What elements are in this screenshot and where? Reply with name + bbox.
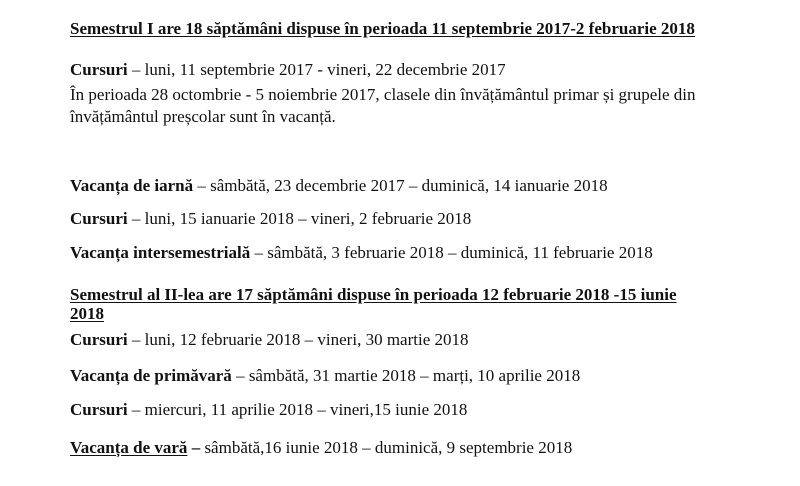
winter-holiday-dates: – sâmbătă, 23 decembrie 2017 – duminică, 14 ianuarie 2018 (193, 176, 608, 195)
sem2-classes-2-label: Cursuri (70, 400, 128, 419)
spring-holiday-label: Vacanța de primăvară (70, 366, 232, 385)
winter-holiday (70, 175, 608, 197)
sem2-classes-1-dates: – luni, 12 februarie 2018 – vineri, 30 martie 2018 (127, 330, 469, 349)
sem1-classes-1-dates: – luni, 11 septembrie 2017 - vineri, 22 decembrie 2017 (127, 60, 506, 79)
summer-holiday (70, 437, 572, 459)
spring-holiday-dates: – sâmbătă, 31 martie 2018 – marți, 10 aprilie 2018 (231, 366, 581, 385)
sem2-classes-2-dates: – miercuri, 11 aprilie 2018 – vineri,15 iunie 2018 (127, 400, 468, 419)
semester-1-heading: Semestrul I are 18 săptămâni dispuse în perioada 11 septembrie 2017-2 februarie 2018 (70, 19, 695, 38)
intersemester-holiday (70, 242, 653, 264)
sem1-classes-2-dates: – luni, 15 ianuarie 2018 – vineri, 2 februarie 2018 (127, 209, 472, 228)
sem1-holiday-note-line-1: În perioada 28 octombrie - 5 noiembrie 2017, clasele din învățământul primar și grupele din (70, 85, 696, 104)
semester-2-heading-line-1: Semestrul al II-lea are 17 săptămâni dispuse în perioada 12 februarie 2018 -15 iunie (70, 285, 677, 304)
semester-2-heading-line-2: 2018 (70, 304, 104, 323)
sem1-classes-2-label: Cursuri (70, 209, 128, 228)
winter-holiday-label: Vacanța de iarnă (70, 176, 194, 195)
summer-holiday-label: Vacanța de vară (70, 438, 188, 457)
sem1-classes-period-2 (70, 208, 471, 230)
intersemester-holiday-dates: – sâmbătă, 3 februarie 2018 – duminică, 11 februarie 2018 (250, 243, 653, 262)
sem1-holiday-note-line-2: învățământul preșcolar sunt în vacanță. (70, 107, 336, 126)
sem2-classes-period-2 (70, 399, 467, 421)
summer-holiday-dash: – (187, 438, 201, 457)
sem2-classes-1-label: Cursuri (70, 330, 128, 349)
spring-holiday (70, 365, 580, 387)
sem1-classes-period-1 (70, 59, 506, 81)
sem1-classes-1-label: Cursuri (70, 60, 128, 79)
sem2-classes-period-1 (70, 329, 469, 351)
summer-holiday-dates: sâmbătă,16 iunie 2018 – duminică, 9 septembrie 2018 (200, 438, 573, 457)
intersemester-holiday-label: Vacanța intersemestrială (70, 243, 251, 262)
